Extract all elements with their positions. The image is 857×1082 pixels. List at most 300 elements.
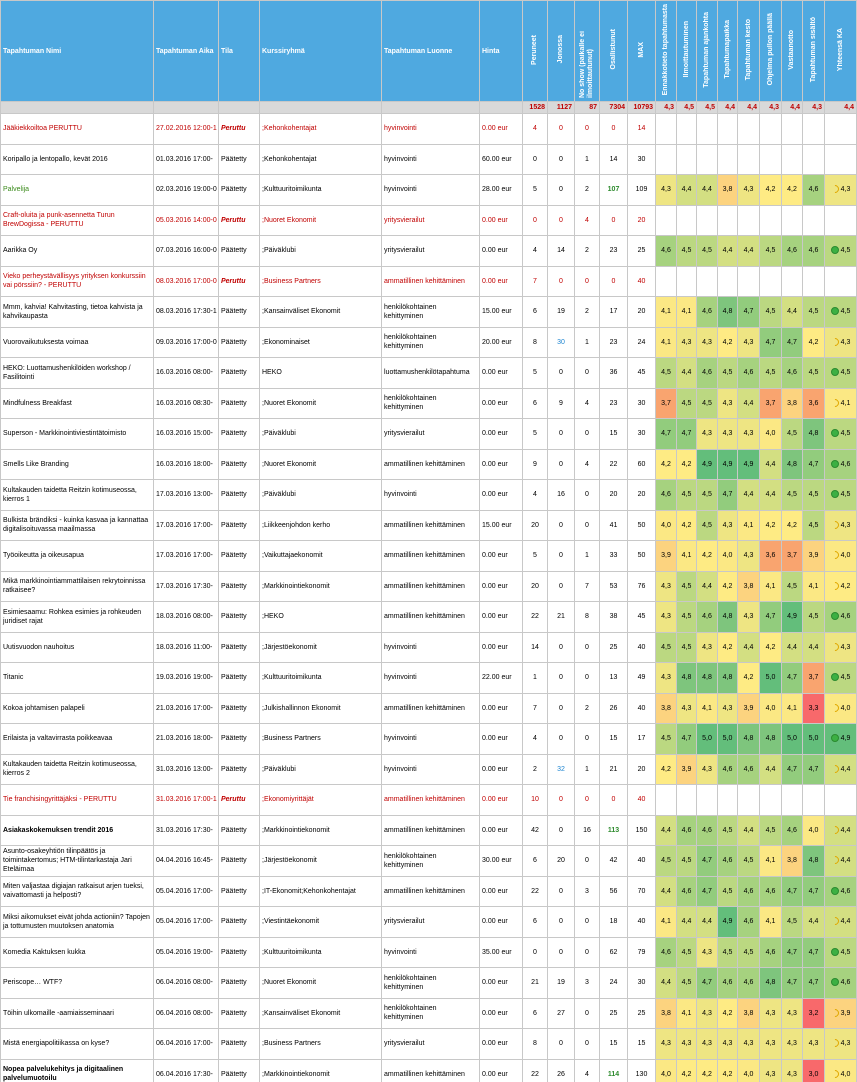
rating-cell: 4,5 [782,907,803,938]
event-time: 07.03.2016 16:00-0 [154,236,219,267]
rating-cell [782,785,803,816]
event-group: HEKO [260,358,382,389]
event-name[interactable]: Vieko perheystävällisyys yrityksen konkurssiin vai pörssiin? - PERUTTU [1,266,154,297]
event-attended: 36 [600,358,628,389]
event-queue: 30 [548,327,575,358]
rating-cell: 4,8 [718,602,738,633]
event-cancelled: 5 [523,541,548,572]
header-rating-1-label: Ennakkotieto tapahtumasta [662,3,669,96]
table-row[interactable] [1,388,857,419]
event-cancelled: 6 [523,297,548,328]
event-name[interactable]: Palvelija [1,175,154,206]
overall-value: 4,5 [840,674,851,682]
rating-cell: 4,1 [677,998,697,1029]
event-noshow: 0 [575,632,600,663]
event-attended: 107 [600,175,628,206]
rating-cell: 4,6 [656,236,677,267]
event-max: 130 [628,1059,656,1082]
rating-cell: 4,8 [697,663,718,694]
event-price: 0.00 eur [480,785,523,816]
event-name[interactable]: Craft-oluita ja punk-asennetta Turun BrewDogissa - PERUTTU [1,205,154,236]
event-name[interactable]: Vuorovaikutuksesta voimaa [1,327,154,358]
rating-cell: 4,1 [656,907,677,938]
table-row[interactable] [1,266,857,297]
rating-cell: 4,2 [718,1059,738,1082]
event-name[interactable]: HEKO: Luottamushenkilöiden workshop / Fasilitointi [1,358,154,389]
event-price: 0.00 eur [480,907,523,938]
event-noshow: 0 [575,266,600,297]
event-queue: 9 [548,388,575,419]
event-noshow: 1 [575,327,600,358]
header-noshow[interactable] [575,1,600,102]
rating-cell: 4,7 [677,419,697,450]
rating-cell: 4,4 [677,358,697,389]
header-rating-1[interactable] [656,1,677,102]
event-name[interactable]: Aarikka Oy [1,236,154,267]
event-name[interactable]: Töihin ulkomaille -aamiaisseminaari [1,998,154,1029]
rating-cell: 4,5 [803,480,825,511]
event-nature: ammatillinen kehittäminen [382,815,480,846]
header-name[interactable]: Tapahtuman Nimi [1,1,154,102]
table-row[interactable] [1,785,857,816]
rating-cell: 4,2 [677,1059,697,1082]
rating-cell [760,205,782,236]
event-nature: hyvinvointi [382,175,480,206]
rating-cell: 4,5 [718,876,738,907]
table-row[interactable] [1,998,857,1029]
table-row[interactable] [1,541,857,572]
table-row[interactable] [1,480,857,511]
rating-cell [656,785,677,816]
event-name[interactable]: Asiakaskokemuksen trendit 2016 [1,815,154,846]
event-time: 17.03.2016 17:00- [154,510,219,541]
overall-rating [825,754,857,785]
rating-cell: 4,3 [738,175,760,206]
event-name[interactable]: Erilaista ja valtavirrasta poikkeavaa [1,724,154,755]
event-cancelled: 10 [523,785,548,816]
event-nature: hyvinvointi [382,754,480,785]
event-noshow: 3 [575,968,600,999]
event-name[interactable]: Mindfulness Breakfast [1,388,154,419]
table-row[interactable] [1,632,857,663]
rating-cell: 4,4 [738,815,760,846]
overall-value: 4,6 [840,887,851,895]
rating-cell [677,205,697,236]
rating-cell: 4,5 [738,846,760,877]
event-cancelled: 1 [523,663,548,694]
event-group: ;Ekonominaiset [260,327,382,358]
overall-rating [825,480,857,511]
overall-rating [825,327,857,358]
event-attended: 113 [600,815,628,846]
event-max: 40 [628,632,656,663]
event-time: 17.03.2016 13:00- [154,480,219,511]
event-price: 22.00 eur [480,663,523,694]
event-name[interactable]: Uutisvuodon nauhoitus [1,632,154,663]
rating-cell [760,144,782,175]
rating-cell: 4,3 [718,419,738,450]
event-status: Päätetty [219,663,260,694]
rating-cell: 3,7 [760,388,782,419]
table-row[interactable] [1,663,857,694]
event-queue: 19 [548,968,575,999]
rating-cell: 4,2 [718,327,738,358]
event-noshow: 0 [575,480,600,511]
rating-cell: 4,6 [782,815,803,846]
event-cancelled: 4 [523,480,548,511]
table-row[interactable] [1,1029,857,1060]
header-status[interactable]: Tila [219,1,260,102]
event-queue: 0 [548,175,575,206]
table-row[interactable] [1,114,857,145]
event-queue: 0 [548,632,575,663]
total-queue: 1127 [548,102,575,114]
event-name[interactable]: Komedia Kaktuksen kukka [1,937,154,968]
rating-cell: 4,4 [738,388,760,419]
event-group: ;Kehonkohentajat [260,114,382,145]
rating-cell: 4,3 [760,998,782,1029]
rating-cell: 4,6 [697,297,718,328]
event-cancelled: 22 [523,876,548,907]
event-max: 40 [628,266,656,297]
event-max: 25 [628,236,656,267]
table-row[interactable] [1,449,857,480]
rating-cell: 4,5 [677,480,697,511]
overall-rating [825,449,857,480]
rating-cell: 4,1 [697,693,718,724]
event-max: 40 [628,785,656,816]
table-row[interactable] [1,419,857,450]
rating-cell: 4,1 [760,846,782,877]
event-queue: 27 [548,998,575,1029]
event-status: Päätetty [219,998,260,1029]
header-rating-5[interactable] [738,1,760,102]
header-rating-2[interactable] [677,1,697,102]
event-nature: hyvinvointi [382,663,480,694]
overall-value: 4,5 [840,948,851,956]
rating-cell: 4,3 [697,998,718,1029]
event-name[interactable]: Koripallo ja lentopallo, kevät 2016 [1,144,154,175]
rating-cell [656,114,677,145]
event-attended: 13 [600,663,628,694]
overall-value: 4,1 [840,399,851,407]
event-queue: 0 [548,541,575,572]
event-nature: ammatillinen kehittäminen [382,1059,480,1082]
event-status: Peruttu [219,266,260,297]
rating-cell: 4,5 [718,358,738,389]
event-name[interactable]: Mikä markkinointiammattilaisen rekrytoinnissa ratkaisee? [1,571,154,602]
header-queue[interactable] [548,1,575,102]
event-cancelled: 22 [523,1059,548,1082]
header-rating-3[interactable] [697,1,718,102]
rating-cell: 4,7 [803,876,825,907]
event-noshow: 0 [575,114,600,145]
table-row[interactable] [1,693,857,724]
rating-cell: 4,5 [803,358,825,389]
event-queue: 0 [548,815,575,846]
event-cancelled: 7 [523,266,548,297]
table-row[interactable] [1,907,857,938]
event-name[interactable]: Kultakauden taidetta Reitzin kotimuseossa, kierros 2 [1,754,154,785]
rating-cell: 4,4 [803,907,825,938]
event-time: 27.02.2016 12:00-1 [154,114,219,145]
rating-cell [656,266,677,297]
event-name[interactable]: Esimiesaamu: Rohkea esimies ja rohkeuden juridiset rajat [1,602,154,633]
table-row[interactable] [1,815,857,846]
rating-cell: 4,6 [718,754,738,785]
event-queue: 20 [548,846,575,877]
total-cancelled: 1528 [523,102,548,114]
overall-value: 4,3 [840,186,851,194]
table-row[interactable] [1,1059,857,1082]
rating-cell: 4,6 [738,876,760,907]
table-row[interactable] [1,602,857,633]
table-row[interactable] [1,297,857,328]
table-row[interactable] [1,327,857,358]
rating-cell: 4,3 [677,327,697,358]
event-attended: 33 [600,541,628,572]
table-row[interactable] [1,144,857,175]
event-price: 15.00 eur [480,510,523,541]
event-group: ;Business Partners [260,724,382,755]
event-name[interactable]: Asunto-osakeyhtiön tilinpäätös ja toimintakertomus; HTM-tilintarkastaja Jari Eteläimaa [1,846,154,877]
overall-rating [825,663,857,694]
table-row[interactable] [1,236,857,267]
rating-cell: 4,2 [718,571,738,602]
header-rating-7[interactable] [782,1,803,102]
table-row[interactable] [1,754,857,785]
rating-cell [677,114,697,145]
event-name[interactable]: Periscope… WTF? [1,968,154,999]
event-nature: henkilökohtainen kehittyminen [382,968,480,999]
overall-rating [825,541,857,572]
rating-cell: 4,8 [718,297,738,328]
event-time: 04.04.2016 16:45- [154,846,219,877]
rating-cell [697,785,718,816]
rating-cell: 4,3 [782,1059,803,1082]
event-status: Päätetty [219,144,260,175]
event-status: Päätetty [219,602,260,633]
event-price: 0.00 eur [480,1059,523,1082]
rating-cell: 4,7 [782,968,803,999]
totals-empty [260,102,382,114]
full-circle-icon [831,429,839,437]
rating-cell: 4,3 [738,602,760,633]
rating-cell: 4,5 [697,480,718,511]
table-row[interactable] [1,937,857,968]
overall-value: 4,4 [840,857,851,865]
overall-value: 4,2 [840,582,851,590]
header-attended[interactable] [600,1,628,102]
event-name[interactable]: Bulkista brändiksi - kuinka kasvaa ja kannattaa digitalisoituvassa maailmassa [1,510,154,541]
event-nature: ammatillinen kehittäminen [382,602,480,633]
rating-cell: 4,3 [656,1029,677,1060]
rating-cell: 5,0 [718,724,738,755]
event-status: Päätetty [219,815,260,846]
header-rating-8[interactable] [803,1,825,102]
table-row[interactable] [1,876,857,907]
header-price[interactable]: Hinta [480,1,523,102]
event-cancelled: 6 [523,907,548,938]
table-row[interactable] [1,175,857,206]
header-time[interactable]: Tapahtuman Aika [154,1,219,102]
event-nature: luottamushenkilötapahtuma [382,358,480,389]
header-rating-6-label: Ohjelma pullon päällä [766,13,774,86]
overall-rating [825,236,857,267]
event-attended: 18 [600,907,628,938]
rating-cell: 4,1 [677,297,697,328]
event-cancelled: 5 [523,175,548,206]
rating-cell: 4,1 [782,693,803,724]
rating-cell: 4,6 [656,480,677,511]
event-time: 06.04.2016 08:00- [154,998,219,1029]
event-group: ;Nuoret Ekonomit [260,968,382,999]
event-name[interactable]: Kokoa johtamisen palapeli [1,693,154,724]
event-group: ;Vaikuttajaekonomit [260,541,382,572]
event-name[interactable]: Smells Like Branding [1,449,154,480]
event-price: 35.00 eur [480,937,523,968]
rating-cell: 4,2 [697,1059,718,1082]
header-group[interactable]: Kurssiryhmä [260,1,382,102]
event-price: 0.00 eur [480,236,523,267]
event-group: ;Markkinointiekonomit [260,815,382,846]
totals-empty [1,102,154,114]
half-circle-icon [829,550,840,561]
header-rating-6[interactable] [760,1,782,102]
event-attended: 42 [600,846,628,877]
event-name[interactable]: Nopea palvelukehitys ja digitaalinen palvelumuotoilu [1,1059,154,1082]
rating-cell: 4,0 [760,419,782,450]
rating-cell: 4,9 [782,602,803,633]
overall-value: 4,4 [840,918,851,926]
event-price: 0.00 eur [480,541,523,572]
rating-cell: 4,3 [782,1029,803,1060]
half-circle-icon [829,1068,840,1079]
event-name[interactable]: Miten valjastaa digiajan ratkaisut arjen tueksi, vaivattomasti ja helposti? [1,876,154,907]
event-group: ;Nuoret Ekonomit [260,449,382,480]
event-time: 16.03.2016 08:30- [154,388,219,419]
event-name[interactable]: Kultakauden taidetta Reitzin kotimuseossa, kierros 1 [1,480,154,511]
event-max: 24 [628,327,656,358]
event-price: 0.00 eur [480,998,523,1029]
event-name[interactable]: Titanic [1,663,154,694]
rating-cell: 4,3 [656,175,677,206]
rating-cell: 4,7 [782,876,803,907]
rating-cell: 4,5 [718,815,738,846]
event-nature: ammatillinen kehittäminen [382,541,480,572]
event-time: 16.03.2016 15:00- [154,419,219,450]
header-overall[interactable] [825,1,857,102]
event-time: 05.04.2016 17:00- [154,907,219,938]
event-attended: 17 [600,297,628,328]
event-attended: 56 [600,876,628,907]
rating-cell: 4,6 [656,937,677,968]
event-group: ;Päiväklubi [260,480,382,511]
event-attended: 62 [600,937,628,968]
rating-cell [697,205,718,236]
header-max[interactable] [628,1,656,102]
rating-cell: 4,3 [656,602,677,633]
rating-cell: 4,2 [760,632,782,663]
table-row[interactable] [1,571,857,602]
rating-cell [677,266,697,297]
event-attended: 24 [600,968,628,999]
table-row[interactable] [1,205,857,236]
rating-cell: 4,8 [718,663,738,694]
full-circle-icon [831,948,839,956]
event-time: 05.03.2016 14:00-0 [154,205,219,236]
overall-value: 4,0 [840,704,851,712]
event-name[interactable]: Työoikeutta ja oikeusapua [1,541,154,572]
event-status: Päätetty [219,388,260,419]
rating-cell: 3,7 [656,388,677,419]
table-row[interactable] [1,724,857,755]
rating-cell: 4,5 [677,236,697,267]
event-nature: hyvinvointi [382,144,480,175]
rating-cell: 4,1 [656,297,677,328]
rating-cell: 4,0 [656,1059,677,1082]
event-name[interactable]: Mmm, kahvia! Kahvitasting, tietoa kahvista ja kahvikaupasta [1,297,154,328]
rating-cell: 4,3 [697,632,718,663]
overall-value: 4,9 [840,735,851,743]
rating-cell [697,144,718,175]
overall-rating [825,632,857,663]
event-time: 08.03.2016 17:30-1 [154,297,219,328]
event-price: 0.00 eur [480,754,523,785]
overall-value: 4,5 [840,369,851,377]
rating-cell: 3,8 [718,175,738,206]
table-row[interactable] [1,358,857,389]
rating-cell: 4,2 [697,541,718,572]
event-queue: 0 [548,266,575,297]
event-status: Päätetty [219,876,260,907]
event-cancelled: 20 [523,510,548,541]
table-row[interactable] [1,510,857,541]
event-max: 60 [628,449,656,480]
header-cancelled[interactable] [523,1,548,102]
event-time: 17.03.2016 17:30- [154,571,219,602]
rating-cell: 4,2 [718,998,738,1029]
total-overall: 4,4 [825,102,857,114]
event-group: ;Viestintäekonomit [260,907,382,938]
event-queue: 0 [548,663,575,694]
table-row[interactable] [1,968,857,999]
event-name[interactable]: Mistä energiapolitiikassa on kyse? [1,1029,154,1060]
rating-cell: 4,5 [760,815,782,846]
rating-cell: 4,3 [697,327,718,358]
event-nature: ammatillinen kehittäminen [382,785,480,816]
header-nature[interactable]: Tapahtuman Luonne [382,1,480,102]
rating-cell: 4,0 [760,693,782,724]
event-max: 30 [628,968,656,999]
event-status: Päätetty [219,510,260,541]
overall-rating [825,510,857,541]
rating-cell: 4,6 [760,937,782,968]
event-queue: 0 [548,358,575,389]
event-name[interactable]: Tie franchisingyrittäjäksi - PERUTTU [1,785,154,816]
header-rating-4[interactable] [718,1,738,102]
event-cancelled: 6 [523,998,548,1029]
event-name[interactable]: Miksi aikomukset eivät johda actioniin? Tapojen ja tottumusten muutoksen anatomia [1,907,154,938]
header-rating-5-label: Tapahtuman kesto [744,18,752,81]
event-name[interactable]: Jääkiekkoiltoa PERUTTU [1,114,154,145]
table-row[interactable] [1,846,857,877]
event-nature: ammatillinen kehittäminen [382,571,480,602]
rating-cell: 4,3 [697,937,718,968]
event-attended: 15 [600,1029,628,1060]
rating-cell: 4,3 [718,693,738,724]
event-name[interactable]: Superson - Markkinointiviestintätoimisto [1,419,154,450]
